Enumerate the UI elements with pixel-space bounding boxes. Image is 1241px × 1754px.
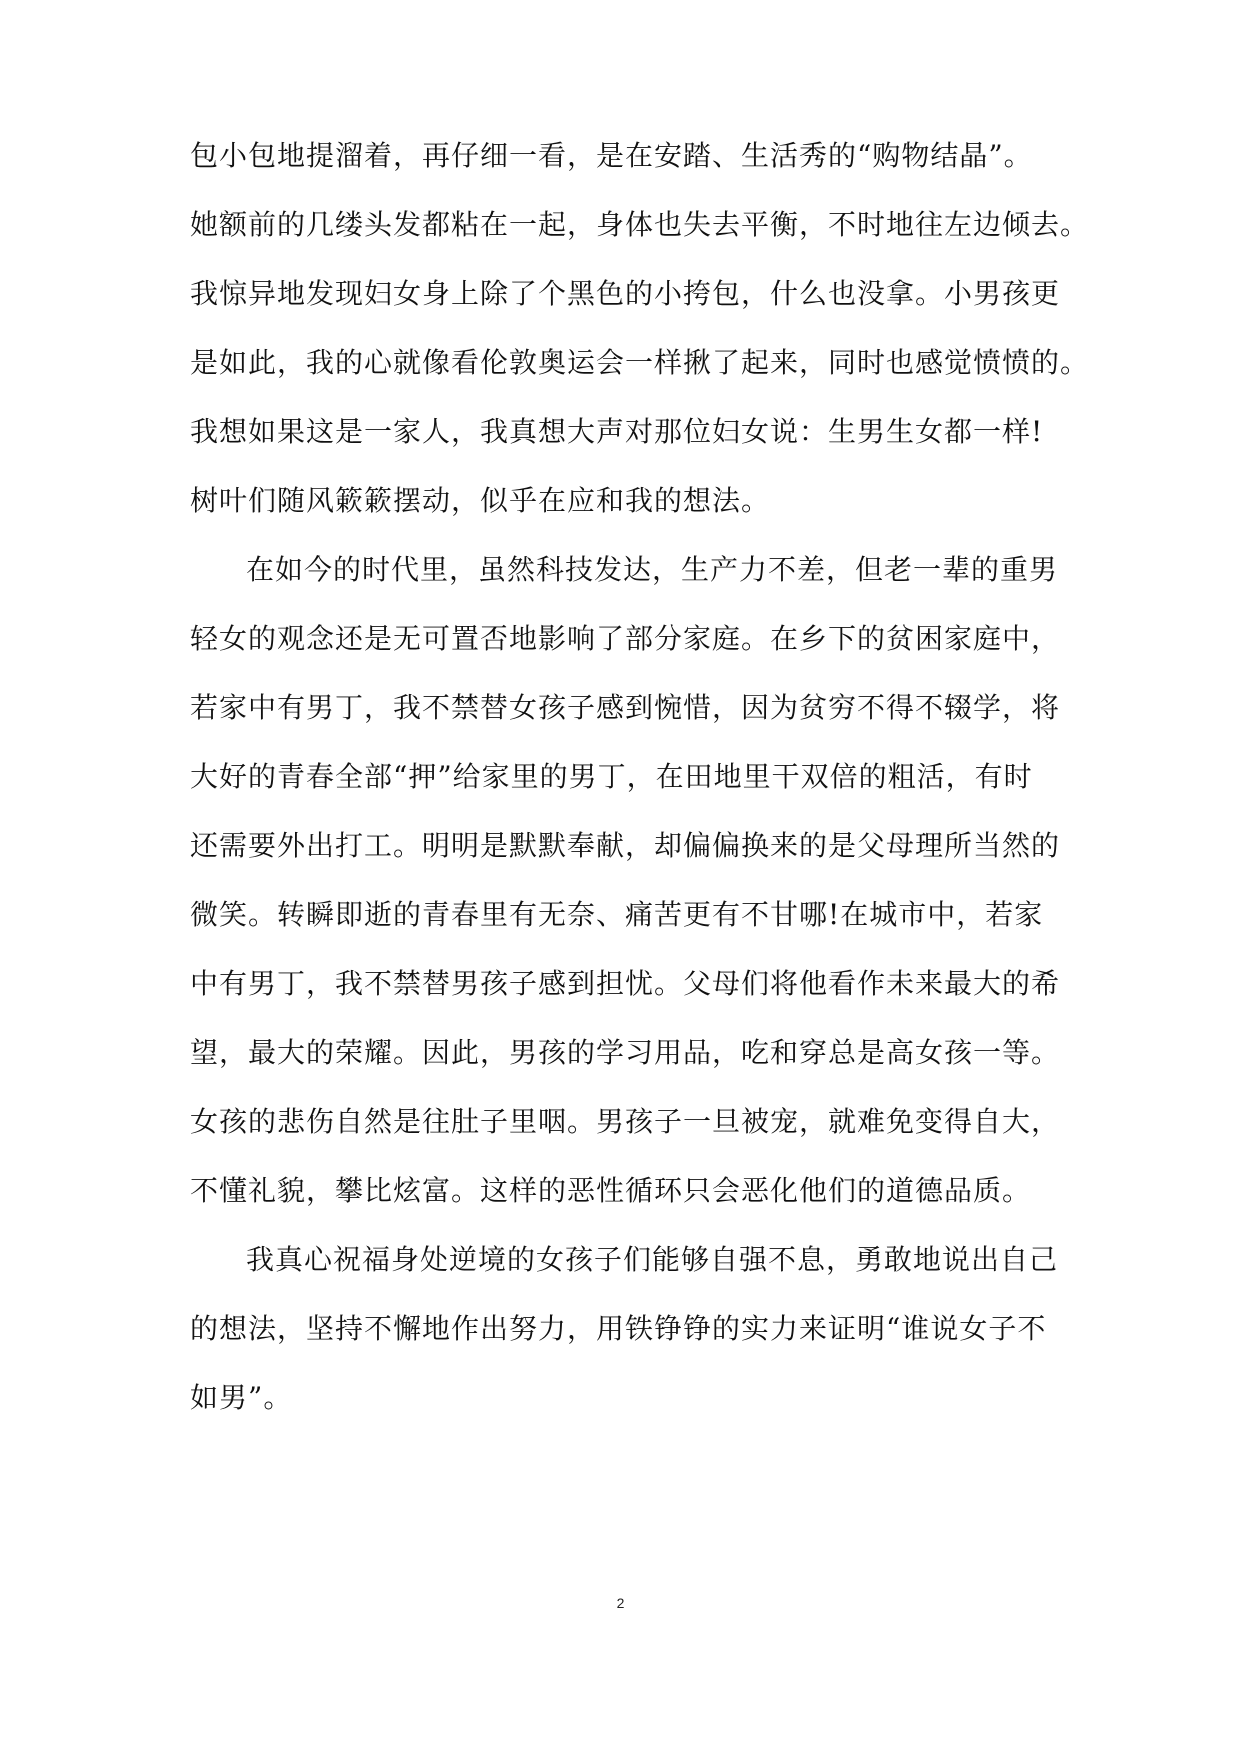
paragraph-first-line: 我真心祝福身处逆境的女孩子们能够自强不息，勇敢地说出自己 <box>246 1243 1059 1276</box>
text-line: 我想如果这是一家人，我真想大声对那位妇女说：生男生女都一样! <box>190 415 1044 448</box>
text-line: 如男”。 <box>190 1381 293 1414</box>
text-line: 树叶们随风簌簌摆动，似乎在应和我的想法。 <box>190 484 771 517</box>
text-line: 中有男丁，我不禁替男孩子感到担忧。父母们将他看作未来最大的希 <box>190 967 1061 1000</box>
text-line: 不懂礼貌，攀比炫富。这样的恶性循环只会恶化他们的道德品质。 <box>190 1174 1032 1207</box>
text-line: 轻女的观念还是无可置否地影响了部分家庭。在乡下的贫困家庭中， <box>190 622 1061 655</box>
paragraph-first-line: 在如今的时代里，虽然科技发达，生产力不差，但老一辈的重男 <box>246 553 1059 586</box>
text-line: 的想法，坚持不懈地作出努力，用铁铮铮的实力来证明“谁说女子不 <box>190 1312 1047 1345</box>
text-line: 微笑。转瞬即逝的青春里有无奈、痛苦更有不甘哪!在城市中，若家 <box>190 898 1044 931</box>
text-line: 大好的青春全部“押”给家里的男丁，在田地里干双倍的粗活，有时 <box>190 760 1033 793</box>
text-line: 望，最大的荣耀。因此，男孩的学习用品，吃和穿总是高女孩一等。 <box>190 1036 1061 1069</box>
text-line: 若家中有男丁，我不禁替女孩子感到惋惜，因为贫穷不得不辍学，将 <box>190 691 1061 724</box>
text-line: 包小包地提溜着，再仔细一看，是在安踏、生活秀的“购物结晶”。 <box>190 139 1033 172</box>
text-line: 是如此，我的心就像看伦敦奥运会一样揪了起来，同时也感觉愤愤的。 <box>190 346 1090 379</box>
text-line: 女孩的悲伤自然是往肚子里咽。男孩子一旦被宠，就难免变得自大， <box>190 1105 1061 1138</box>
text-line: 还需要外出打工。明明是默默奉献，却偏偏换来的是父母理所当然的 <box>190 829 1061 862</box>
text-line: 我惊异地发现妇女身上除了个黑色的小挎包，什么也没拿。小男孩更 <box>190 277 1061 310</box>
text-line: 她额前的几缕头发都粘在一起，身体也失去平衡，不时地往左边倾去。 <box>190 208 1090 241</box>
page-number: 2 <box>616 1595 625 1611</box>
